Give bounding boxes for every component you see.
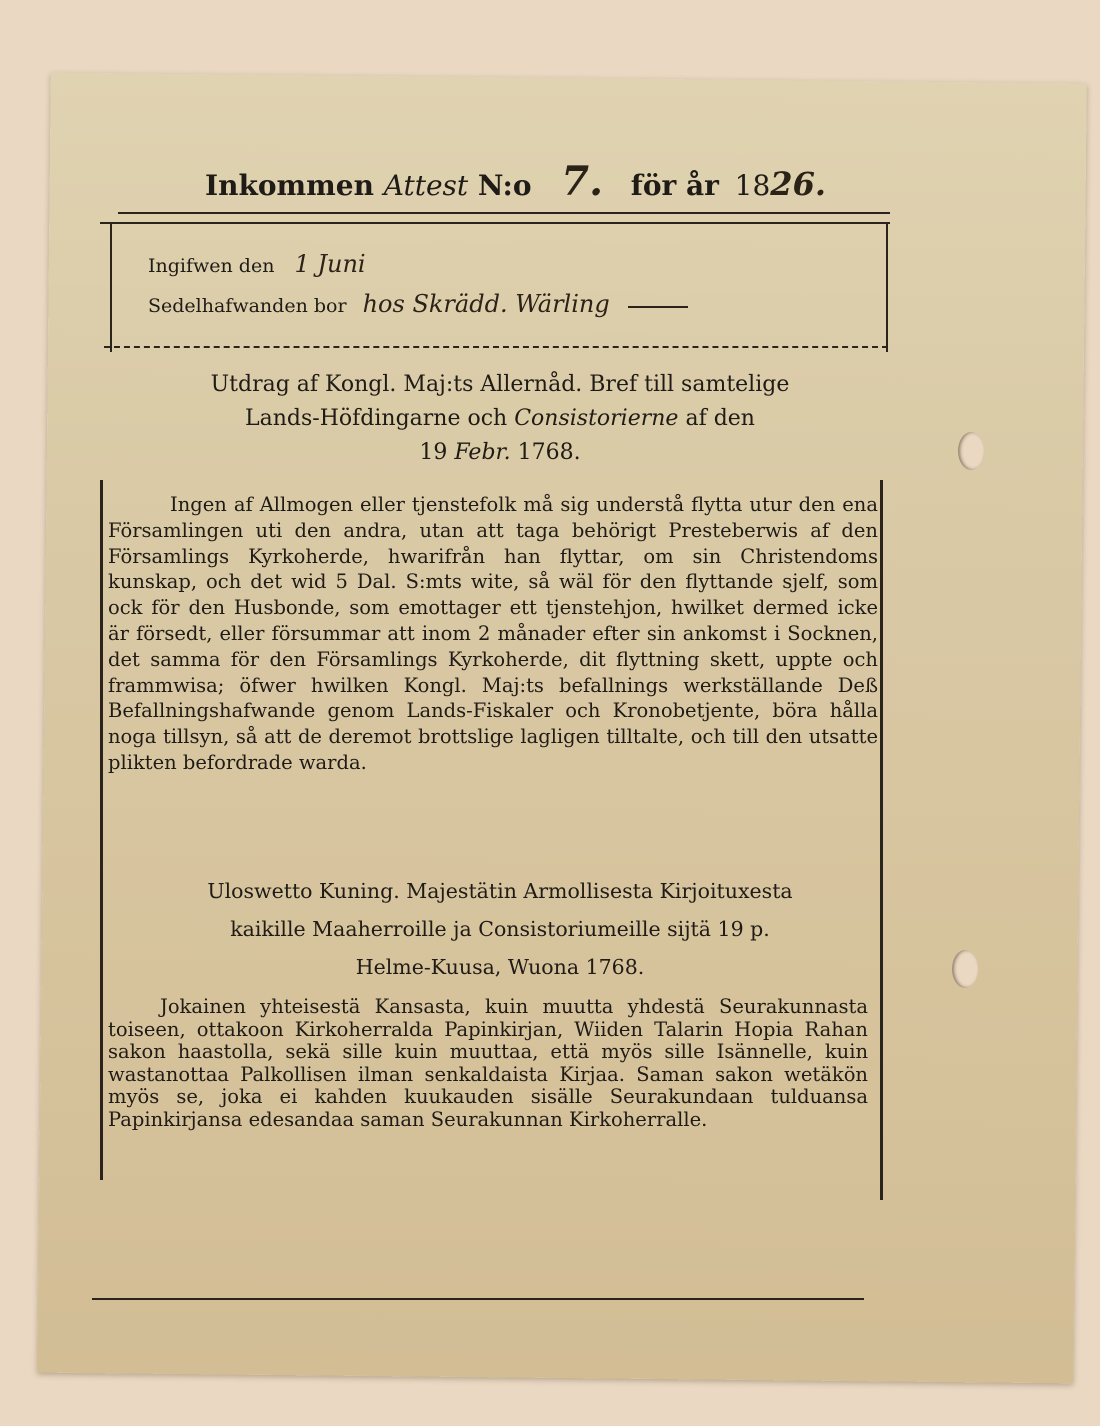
- swedish-heading-month: Febr.: [454, 440, 511, 465]
- swedish-heading-day: 19: [419, 440, 448, 465]
- swedish-heading-line2-start: Lands-Höfdingarne och: [245, 406, 508, 431]
- holder-row: [148, 290, 688, 318]
- bottom-rule: [92, 1298, 864, 1300]
- attest-number: 7.: [561, 158, 604, 205]
- finnish-body: Jokainen yhteisestä Kansasta, kuin muutta yhdestä Seurakunnasta toiseen, ottakoon Kirkoherralda Papinkirjan, Wiiden Talarin Hopia Rahan sakon haastolla, sekä sille kuin muuttaa, että myös sille Isännelle, kuin wastanottaa Palkollisen ilman senkaldaista Kirjaa. Saman sakon wetäkön myös se, joka ei kahden kuukauden sisälle Seurakundaan tulduansa Papinkirjansa edesandaa saman Seurakunnan Kirkoherralle.: [108, 995, 868, 1131]
- attest-label: Attest: [383, 169, 469, 202]
- swedish-heading-line2-end: af den: [685, 406, 755, 431]
- swedish-heading: [140, 368, 860, 470]
- title-word: Inkommen: [205, 169, 374, 202]
- holder-label: Sedelhafwanden bor: [148, 295, 347, 317]
- number-label: N:o: [477, 169, 532, 202]
- form-title: [205, 158, 826, 205]
- year-label: för år: [630, 169, 719, 202]
- swedish-heading-line3: [140, 436, 860, 470]
- submitted-label: Ingifwen den: [148, 255, 275, 277]
- swedish-heading-line2-italic: Consistorierne: [514, 406, 679, 431]
- submitted-date: 1 Juni: [294, 250, 366, 278]
- swedish-heading-line2: [140, 402, 860, 436]
- year-prefix: 18: [734, 169, 771, 202]
- title-underline: [118, 212, 890, 214]
- fields-box-bottom: [104, 346, 888, 348]
- fields-box-top: [100, 222, 890, 224]
- finnish-heading-line2: kaikille Maaherroille ja Consistoriumeille sijtä 19 p.: [230, 917, 770, 941]
- punch-hole-upper: [958, 432, 984, 470]
- swedish-body: Ingen af Allmogen eller tjenstefolk må sig understå flytta utur den ena Församlingen uti den andra, utan att taga behörigt Presteberwis af den Församlings Kyrkoherde, hwarifrån han flyttar, om sin Christendoms kunskap, och det wid 5 Dal. S:mts wite, så wäl för den flyttande sjelf, som ock för den Husbonde, som emottager ett tjenstehjon, hwilket dermed icke är försedt, eller försummar att inom 2 månader efter sin ankomst i Socknen, det samma för den Församlings Kyrkoherde, dit flyttning skett, uppte och frammwisa; öfwer hwilken Kongl. Maj:ts befallnings werkställande Deß Befallningshafwande genom Lands-Fiskaler och Kronobetjente, böra hålla noga tillsyn, så att de deremot brottslige lagligen tilltalte, och till den utsatte plikten befordrade warda.: [108, 493, 878, 774]
- submitted-row: [148, 250, 366, 278]
- holder-dash: [628, 306, 688, 308]
- finnish-heading-line3: Helme-Kuusa, Wuona 1768.: [355, 955, 645, 979]
- year-handwritten: 26.: [770, 165, 826, 203]
- left-margin-rule: [100, 480, 103, 1180]
- swedish-heading-year: 1768.: [517, 440, 581, 465]
- holder-address: hos Skrädd. Wärling: [362, 290, 610, 318]
- right-margin-rule: [880, 480, 883, 1200]
- fields-box-right: [886, 222, 888, 352]
- fields-box-left: [110, 222, 112, 352]
- swedish-heading-line1: Utdrag af Kongl. Maj:ts Allernåd. Bref till samtelige: [210, 372, 790, 397]
- finnish-heading: [140, 872, 860, 986]
- finnish-heading-line1: Uloswetto Kuning. Majestätin Armollisesta Kirjoituxesta: [207, 879, 793, 903]
- punch-hole-lower: [952, 950, 978, 988]
